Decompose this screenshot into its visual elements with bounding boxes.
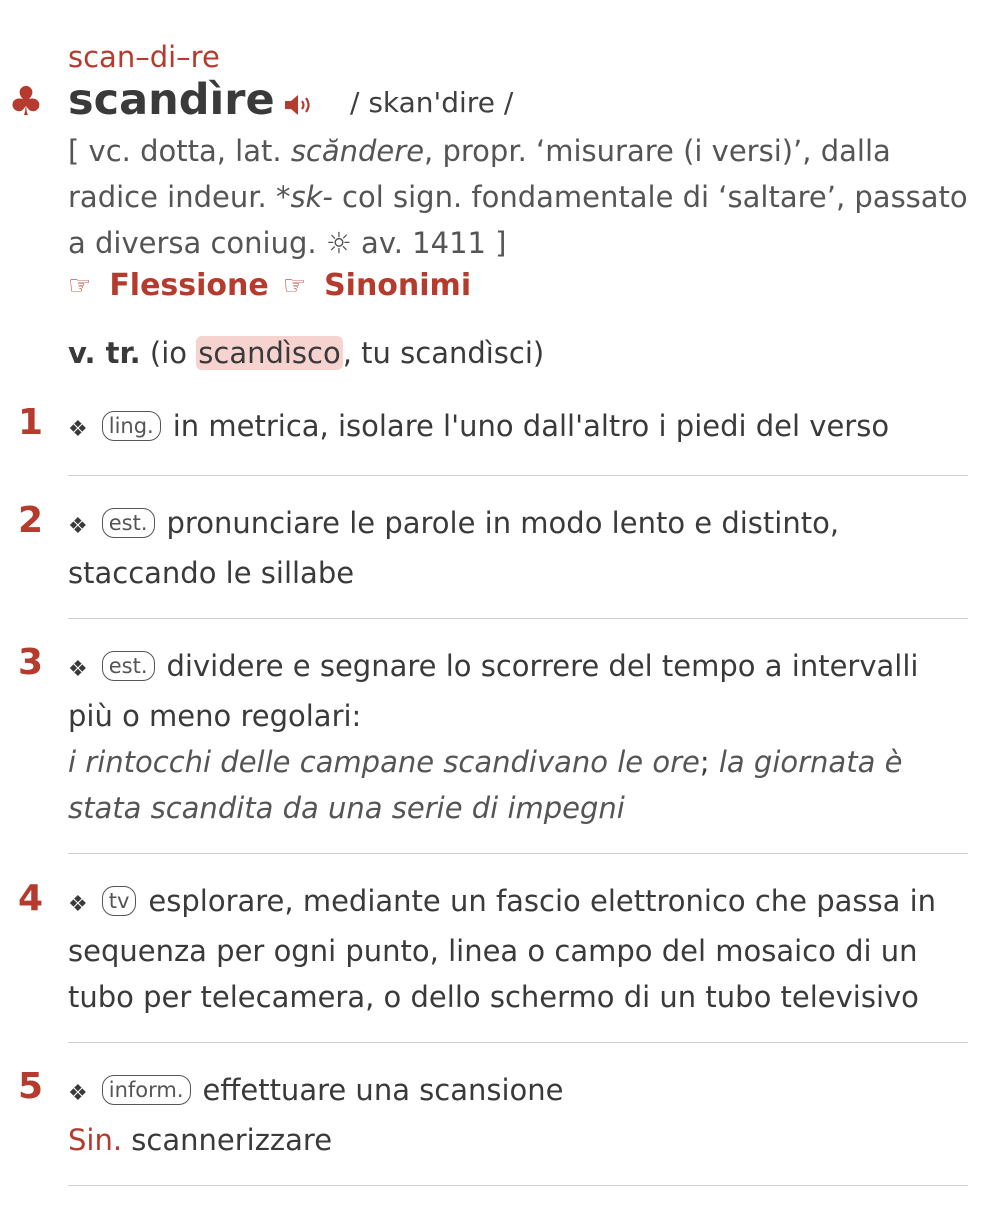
highlighted-form: scandìsco [198,336,341,370]
usage-tag: est. [102,651,155,681]
headword: scandìre [68,75,275,125]
divider [68,1042,968,1043]
sense-3: ❖ est. dividere e segnare lo scorrere del tempo a intervalli più o meno regolari: i rintocchi delle campane scandivano le ore; la giornata è stata scandita da una serie di impegni [68,649,919,825]
diamond-icon: ❖ [68,657,88,682]
pointing-hand-icon: ☞ [68,270,92,301]
sense-1: ❖ ling. in metrica, isolare l'uno dall'altro i piedi del verso [68,403,963,453]
sense-4: ❖ tv esplorare, mediante un fascio elettronico che passa in sequenza per ogni punto, linea o campo del mosaico di un tubo per telecamera, o dello schermo di un tubo televisivo [68,884,937,1014]
diamond-icon: ❖ [68,514,88,539]
example: i rintocchi delle campane scandivano le ore [68,745,700,779]
sense-2: ❖ est. pronunciare le parole in modo lento e distinto, staccando le sillabe [68,506,840,590]
usage-tag: ling. [102,411,161,441]
sense-number: 5 [18,1066,44,1107]
club-icon: ♣ [8,79,44,125]
usage-tag: inform. [102,1075,191,1105]
sense-5: ❖ inform. effettuare una scansione Sin. scannerizzare [68,1073,564,1157]
divider [68,618,968,619]
diamond-icon: ❖ [68,1081,88,1106]
example: la giornata è stata scandita da una serie di impegni [68,745,903,825]
part-of-speech: v. tr. [68,336,141,370]
usage-tag: tv [102,886,137,916]
bookmark-star-icon[interactable] [905,0,949,14]
diamond-icon: ❖ [68,417,88,442]
synonym-link[interactable]: scannerizzare [131,1123,333,1157]
pointing-hand-icon: ☞ [282,270,307,301]
syllabification: scan–di–re [68,40,220,74]
usage-tag: est. [102,508,155,538]
sense-number: 1 [18,402,44,443]
divider [68,1185,968,1186]
flessione-link[interactable]: ☞ Flessione [68,268,269,303]
speaker-icon[interactable] [282,93,314,117]
etymology: [ vc. dotta, lat. scăndere, propr. ‘misurare (i versi)’, dalla radice indeur. *sk- col sign. fondamentale di ‘saltare’, passato a diversa coniug. ☼ av. 1411 ] [68,134,968,260]
divider [68,475,968,476]
etymology-latin: scăndere [290,134,425,168]
entry-links [68,268,485,303]
divider [68,853,968,854]
sense-number: 4 [18,878,44,919]
pronunciation: / skan'dire / [350,86,514,119]
etymology-root: *sk- [275,180,333,214]
sense-number: 2 [18,500,44,541]
sinonimi-link[interactable]: ☞ Sinonimi [282,268,472,303]
synonym-label: Sin. [68,1123,123,1157]
grammar-line: v. tr. (io scandìsco, tu scandìsci) [68,336,545,370]
diamond-icon: ❖ [68,892,88,917]
sense-number: 3 [18,642,44,683]
